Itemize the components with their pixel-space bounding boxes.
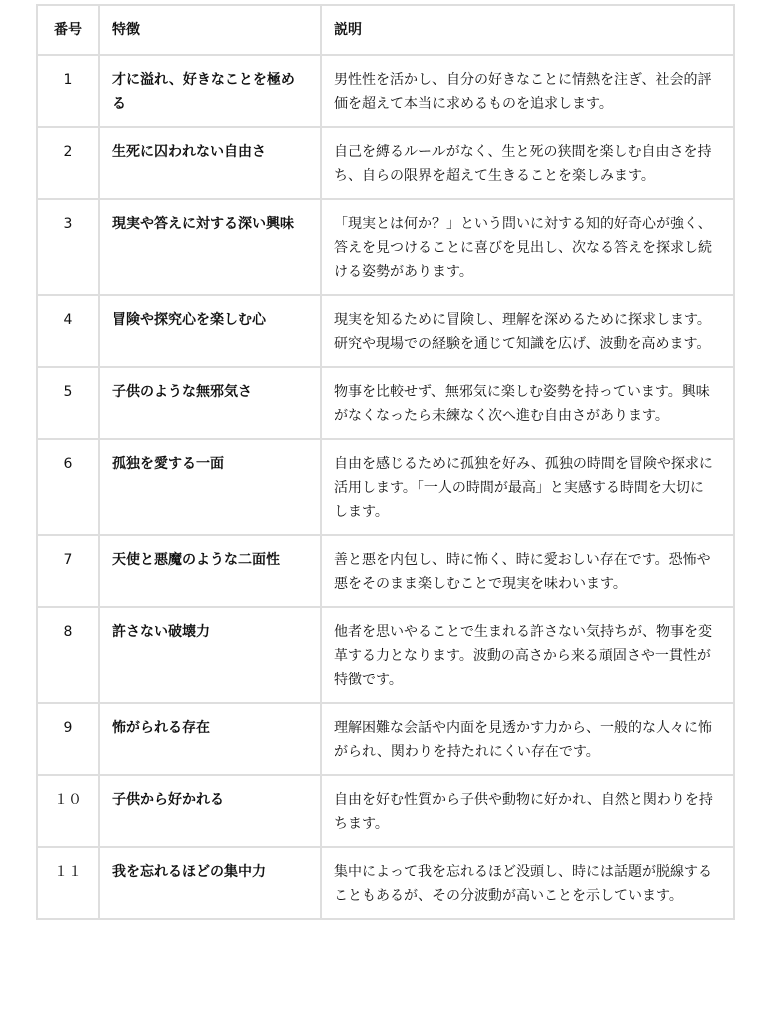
row-description: 自由を好む性質から子供や動物に好かれ、自然と関わりを持ちます。: [321, 775, 734, 847]
row-number: 9: [37, 703, 99, 775]
row-feature: 許さない破壊力: [99, 607, 321, 703]
row-number: １１: [37, 847, 99, 919]
row-description: 集中によって我を忘れるほど没頭し、時には話題が脱線することもあるが、その分波動が高いことを示しています。: [321, 847, 734, 919]
row-number: 7: [37, 535, 99, 607]
row-number: 8: [37, 607, 99, 703]
table-row: [37, 439, 734, 535]
row-description: 男性性を活かし、自分の好きなことに情熱を注ぎ、社会的評価を超えて本当に求めるものを追求します。: [321, 55, 734, 127]
table-row: [37, 199, 734, 295]
row-description: 自己を縛るルールがなく、生と死の狭間を楽しむ自由さを持ち、自らの限界を超えて生きることを楽しみます。: [321, 127, 734, 199]
row-feature: 冒険や探究心を楽しむ心: [99, 295, 321, 367]
row-number: 4: [37, 295, 99, 367]
row-description: 他者を思いやることで生まれる許さない気持ちが、物事を変革する力となります。波動の高さから来る頑固さや一貫性が特徴です。: [321, 607, 734, 703]
table-row: [37, 535, 734, 607]
row-feature: 才に溢れ、好きなことを極める: [99, 55, 321, 127]
table-row: [37, 775, 734, 847]
row-description: 物事を比較せず、無邪気に楽しむ姿勢を持っています。興味がなくなったら未練なく次へ進む自由さがあります。: [321, 367, 734, 439]
row-feature: 子供から好かれる: [99, 775, 321, 847]
row-number: 5: [37, 367, 99, 439]
row-feature: 天使と悪魔のような二面性: [99, 535, 321, 607]
row-number: 6: [37, 439, 99, 535]
traits-table: [36, 4, 735, 920]
row-feature: 現実や答えに対する深い興味: [99, 199, 321, 295]
table-row: [37, 847, 734, 919]
row-number: 2: [37, 127, 99, 199]
table-row: [37, 367, 734, 439]
row-description: 現実を知るために冒険し、理解を深めるために探求します。研究や現場での経験を通じて知識を広げ、波動を高めます。: [321, 295, 734, 367]
traits-table-container: [36, 4, 733, 920]
row-feature: 子供のような無邪気さ: [99, 367, 321, 439]
row-feature: 怖がられる存在: [99, 703, 321, 775]
header-description: 説明: [321, 5, 734, 55]
header-number: 番号: [37, 5, 99, 55]
row-feature: 我を忘れるほどの集中力: [99, 847, 321, 919]
header-feature: 特徴: [99, 5, 321, 55]
table-row: [37, 295, 734, 367]
row-feature: 生死に囚われない自由さ: [99, 127, 321, 199]
row-description: 善と悪を内包し、時に怖く、時に愛おしい存在です。恐怖や悪をそのまま楽しむことで現実を味わいます。: [321, 535, 734, 607]
row-number: １０: [37, 775, 99, 847]
row-feature: 孤独を愛する一面: [99, 439, 321, 535]
table-row: [37, 55, 734, 127]
row-description: 理解困難な会話や内面を見透かす力から、一般的な人々に怖がられ、関わりを持たれにくい存在です。: [321, 703, 734, 775]
row-description: 「現実とは何か？」という問いに対する知的好奇心が強く、答えを見つけることに喜びを見出し、次なる答えを探求し続ける姿勢があります。: [321, 199, 734, 295]
table-row: [37, 703, 734, 775]
row-number: 3: [37, 199, 99, 295]
table-header-row: [37, 5, 734, 55]
table-row: [37, 127, 734, 199]
row-number: 1: [37, 55, 99, 127]
row-description: 自由を感じるために孤独を好み、孤独の時間を冒険や探求に活用します。「一人の時間が最高」と実感する時間を大切にします。: [321, 439, 734, 535]
table-row: [37, 607, 734, 703]
